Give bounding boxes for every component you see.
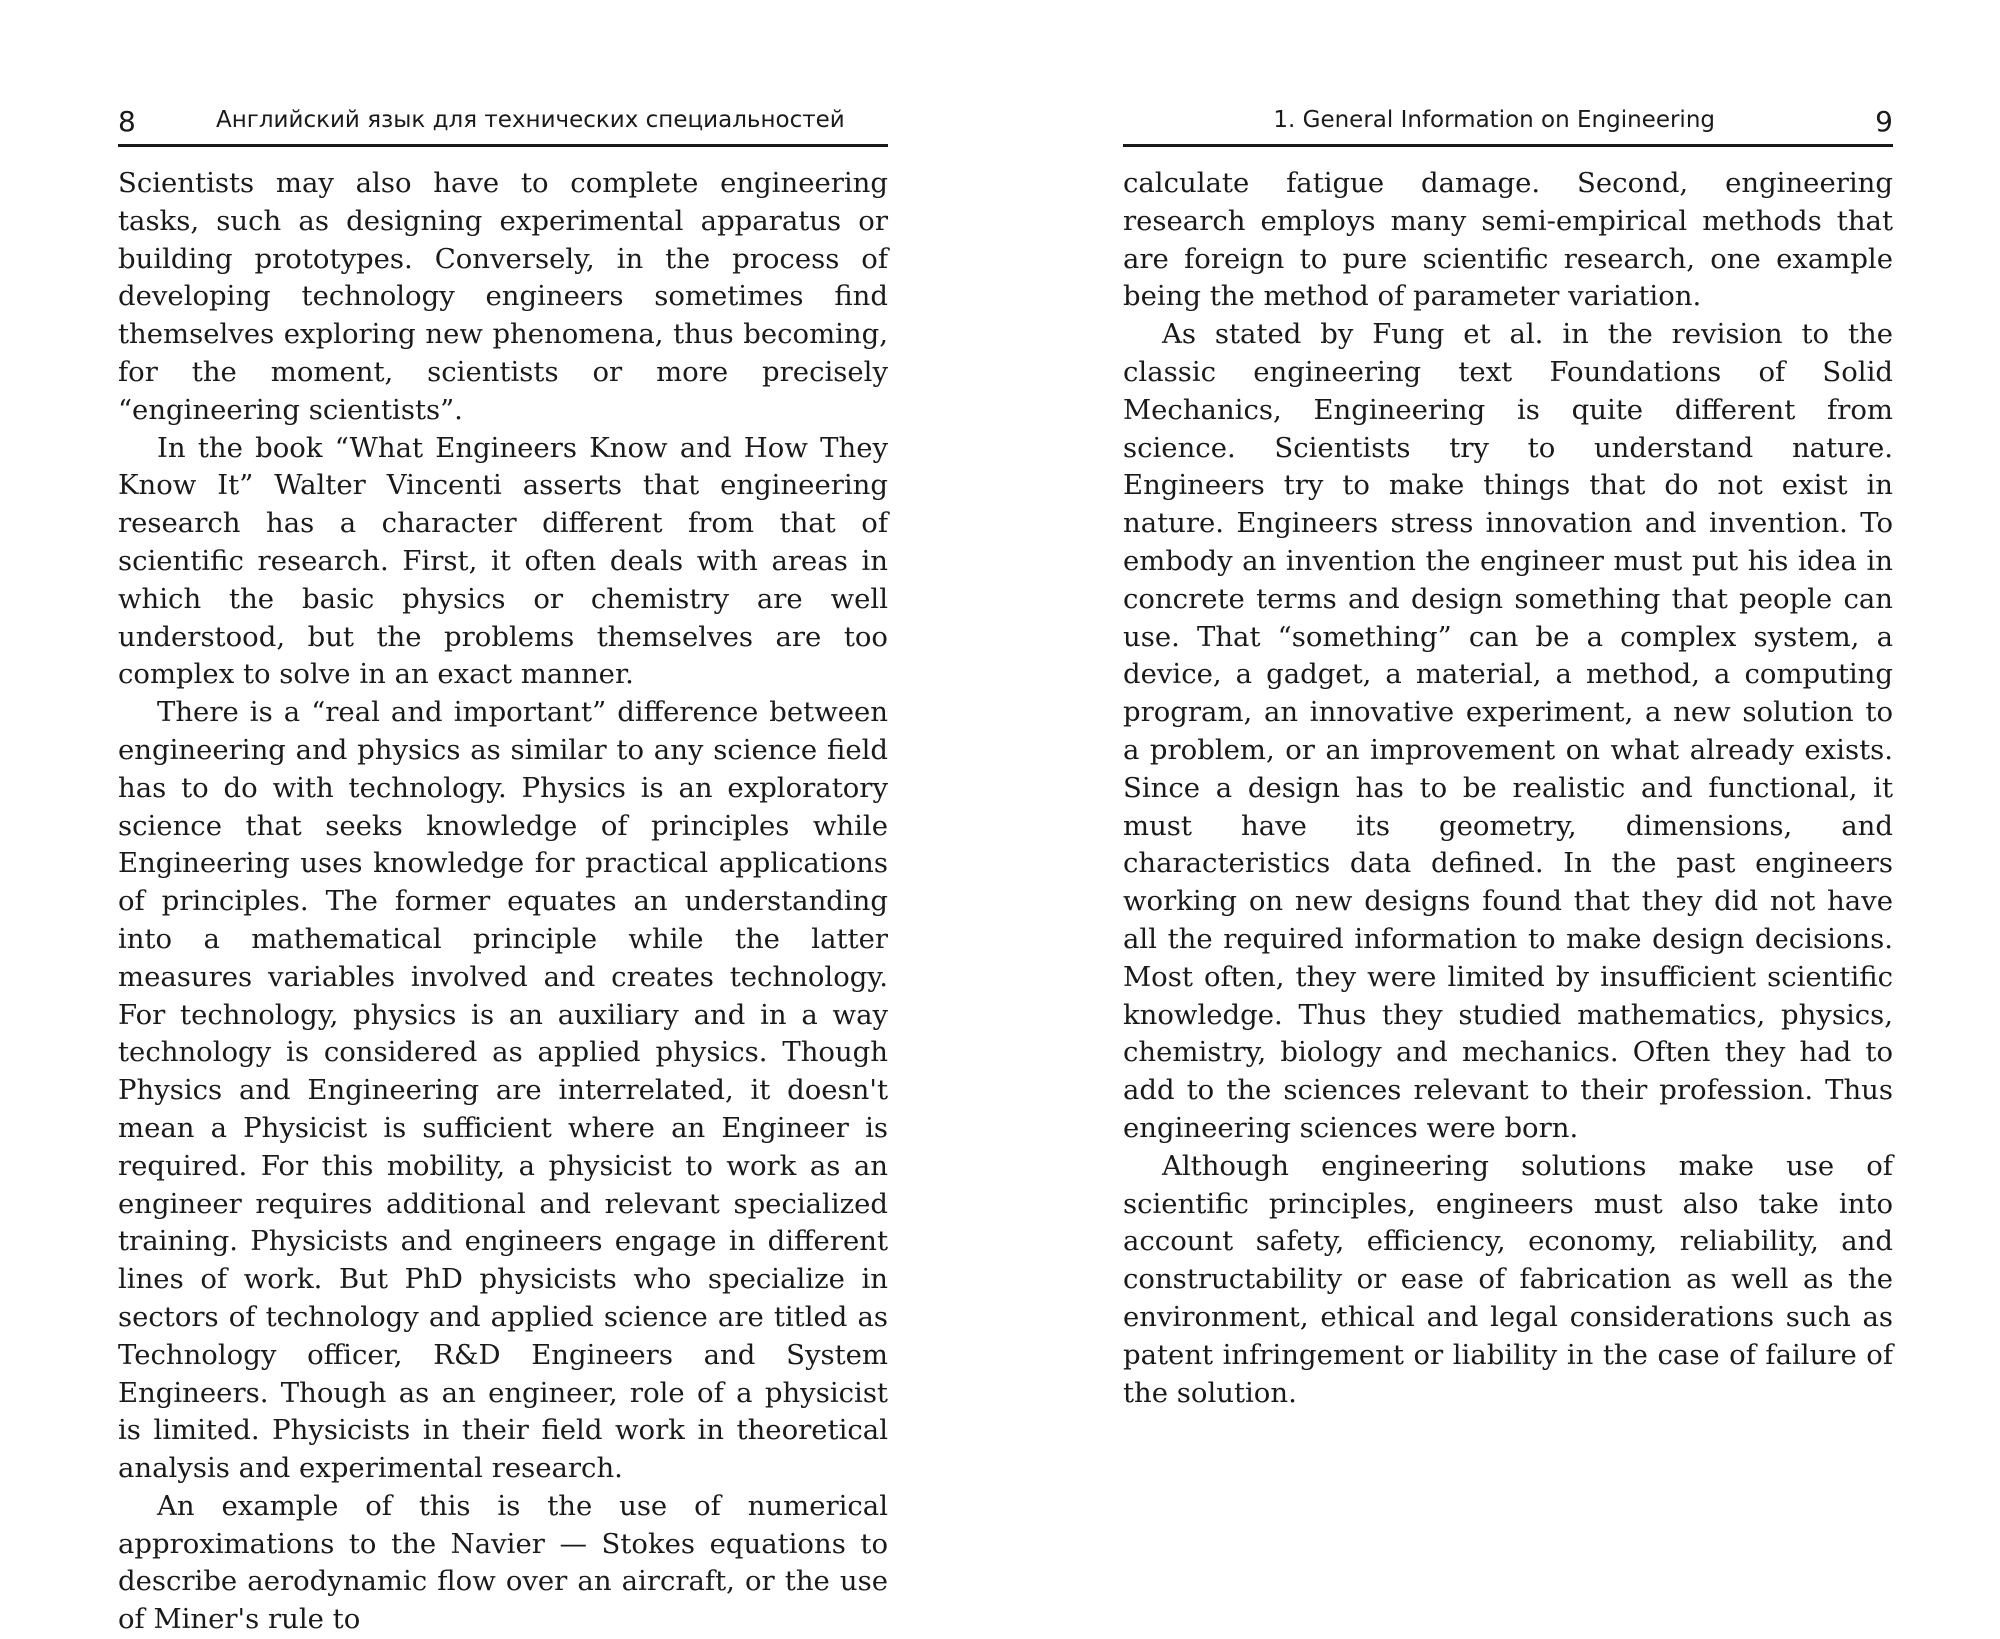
paragraph: Scientists may also have to complete engineering tasks, such as designing experimental apparatus or building prototypes. Conversely, in the process of developing technology engineers sometimes find themselves exploring new phenomena, thus becoming, for the moment, scientists or more precisely “engineering scientists”.: [118, 167, 888, 426]
running-head-title: Английский язык для технических специальностей: [216, 107, 845, 133]
left-page: [118, 100, 888, 1639]
paragraph: In the book “What Engineers Know and How They Know It” Walter Vincenti asserts that engineering research has a character different from that of scientific research. First, it often deals with areas in which the basic physics or chemistry are well understood, but the problems themselves are too complex to solve in an exact manner.: [118, 431, 888, 691]
paragraph: Although engineering solutions make use of scientific principles, engineers must also take into account safety, efficiency, economy, reliability, and constructability or ease of fabrication as well as the environment, ethical and legal considerations such as patent infringement or liability in the case of failure of the solution.: [1123, 1149, 1893, 1409]
right-running-head: [1123, 100, 1893, 147]
paragraph: There is a “real and important” difference between engineering and physics as similar to any science field has to do with technology. Physics is an exploratory science that seeks knowledge of principles while Engineering uses knowledge for practical applications of principles. The former equates an understanding into a mathematical principle while the latter measures variables involved and creates technology. For technology, physics is an auxiliary and in a way technology is considered as applied physics. Though Physics and Engineering are interrelated, it doesn't mean a Physicist is sufficient where an Engineer is required. For this mobility, a physicist to work as an engineer requires additional and relevant specialized training. Physicists and engineers engage in different lines of work. But PhD physicists who specialize in sectors of technology and applied science are titled as Technology officer, R&D Engineers and System Engineers. Though as an engineer, role of a physicist is limited. Physicists in their field work in theoretical analysis and experimental research.: [118, 696, 888, 1485]
page-number: 8: [118, 105, 136, 138]
left-running-head: [118, 100, 888, 147]
paragraph: An example of this is the use of numerical approximations to the Navier — Stokes equations to describe aerodynamic flow over an aircraft, or the use of Miner's rule to: [118, 1489, 888, 1636]
left-body-text: [118, 165, 888, 1639]
paragraph: As stated by Fung et al. in the revision to the classic engineering text Foundations of Solid Mechanics, Engineering is quite different from science. Scientists try to understand nature. Engineers try to make things that do not exist in nature. Engineers stress innovation and invention. To embody an invention the engineer must put his idea in concrete terms and design something that people can use. That “something” can be a complex system, a device, a gadget, a material, a method, a computing program, an innovative experiment, a new solution to a problem, or an improvement on what already exists. Since a design has to be realistic and functional, it must have its geometry, dimensions, and characteristics data defined. In the past engineers working on new designs found that they did not have all the required information to make design decisions. Most often, they were limited by insufficient scientific knowledge. Thus they studied mathematics, physics, chemistry, biology and mechanics. Often they had to add to the sciences relevant to their profession. Thus engineering sciences were born.: [1123, 318, 1893, 1144]
right-body-text: [1123, 165, 1893, 1412]
running-head-title: 1. General Information on Engineering: [1273, 107, 1715, 133]
page-number: 9: [1875, 105, 1893, 138]
paragraph: calculate fatigue damage. Second, engineering research employs many semi-empirical methods that are foreign to pure scientific research, one example being the method of parameter variation.: [1123, 167, 1893, 313]
right-page: [1123, 100, 1893, 1412]
